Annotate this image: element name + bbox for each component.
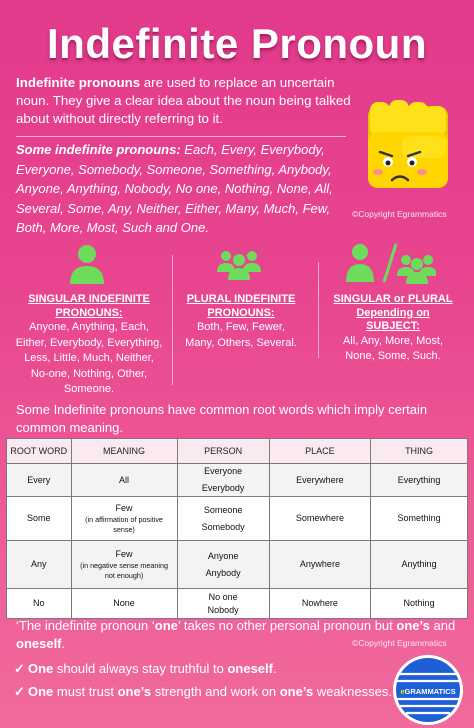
column-divider: [172, 255, 173, 385]
meaning-cell: Few (in negative sense meaning not enough): [71, 541, 177, 589]
singular-column: [14, 293, 164, 398]
table-row: [7, 589, 468, 619]
divider: [16, 136, 346, 137]
singular-heading: SINGULAR INDEFINITE PRONOUNS:: [28, 293, 150, 319]
plural-heading: PLURAL INDEFINITE PRONOUNS:: [186, 293, 296, 319]
person-cell: Someone Somebody: [177, 497, 269, 541]
column-divider: [318, 262, 319, 358]
header-thing: THING: [371, 439, 468, 464]
root-words-table: [6, 438, 468, 619]
meaning-cell: Few (in affirmation of positive sense): [71, 497, 177, 541]
table-header-row: [7, 439, 468, 464]
thing-cell: Everything: [371, 464, 468, 497]
angry-fist-icon: [362, 96, 454, 192]
place-cell: Everywhere: [269, 464, 370, 497]
thing-cell: Nothing: [371, 589, 468, 619]
root-cell: Every: [7, 464, 72, 497]
place-cell: Somewhere: [269, 497, 370, 541]
table-row: [7, 541, 468, 589]
bullet-item: ✓ One should always stay truthful to oneself.: [14, 661, 277, 676]
svg-text:eGRAMMATICS: eGRAMMATICS: [400, 687, 456, 696]
singular-list: Anyone, Anything, Each, Either, Everybody, Everything, Less, Little, Much, Neither, No-one, Nothing, Other, Someone.: [15, 321, 163, 395]
root-words-note: Some Indefinite pronouns have common root words which imply certain common meaning.: [16, 402, 428, 435]
intro-paragraph: Indefinite pronouns are used to replace an uncertain noun. They give a clear idea about the noun being talked about without directly referring to it.: [16, 75, 351, 126]
copyright-top: ©Copyright Egrammatics: [352, 209, 447, 219]
place-cell: Anywhere: [269, 541, 370, 589]
root-cell: Some: [7, 497, 72, 541]
header-person: PERSON: [177, 439, 269, 464]
header-place: PLACE: [269, 439, 370, 464]
table-row: [7, 497, 468, 541]
check-icon: ✓: [14, 684, 25, 699]
meaning-cell: None: [71, 589, 177, 619]
plural-column: [182, 293, 300, 351]
single-person-icon: [67, 242, 107, 284]
place-cell: Nowhere: [269, 589, 370, 619]
examples-paragraph: Some indefinite pronouns: Each, Every, Everybody, Everyone, Somebody, Someone, Something, Anybody, Anyone, Anything, Nobody, No one, Nothing, None, All, Several, Some, Any, Neither, Either, Many, Much, Few, Both, More, Most, Such and One.: [16, 142, 333, 235]
header-meaning: MEANING: [71, 439, 177, 464]
thing-cell: Something: [371, 497, 468, 541]
person-cell: Anyone Anybody: [177, 541, 269, 589]
root-cell: No: [7, 589, 72, 619]
thing-cell: Anything: [371, 541, 468, 589]
table-row: [7, 464, 468, 497]
copyright-bottom: ©Copyright Egrammatics: [352, 638, 447, 648]
bullet-item: ✓ One must trust one’s strength and work on one’s weaknesses.: [14, 684, 392, 699]
page-title: Indefinite Pronoun: [47, 20, 427, 67]
plural-list: Both, Few, Fewer, Many, Others, Several.: [185, 321, 297, 349]
singular-or-plural-heading: SINGULAR or PLURAL Depending on SUBJECT:: [333, 293, 453, 332]
root-cell: Any: [7, 541, 72, 589]
single-or-group-icon: [346, 240, 436, 284]
meaning-cell: All: [71, 464, 177, 497]
group-people-icon: [216, 248, 262, 280]
person-cell: Everyone Everybody: [177, 464, 269, 497]
header-root-word: ROOT WORD: [7, 439, 72, 464]
one-note: ‘The indefinite pronoun ‘one’ takes no other personal pronoun but one’s and oneself.: [16, 618, 456, 651]
singular-or-plural-column: [328, 293, 458, 365]
egrammatics-logo: [392, 654, 464, 726]
singular-or-plural-list: All, Any, More, Most, None, Some, Such.: [342, 334, 444, 362]
check-icon: ✓: [14, 661, 25, 676]
person-cell: No one Nobody: [177, 589, 269, 619]
